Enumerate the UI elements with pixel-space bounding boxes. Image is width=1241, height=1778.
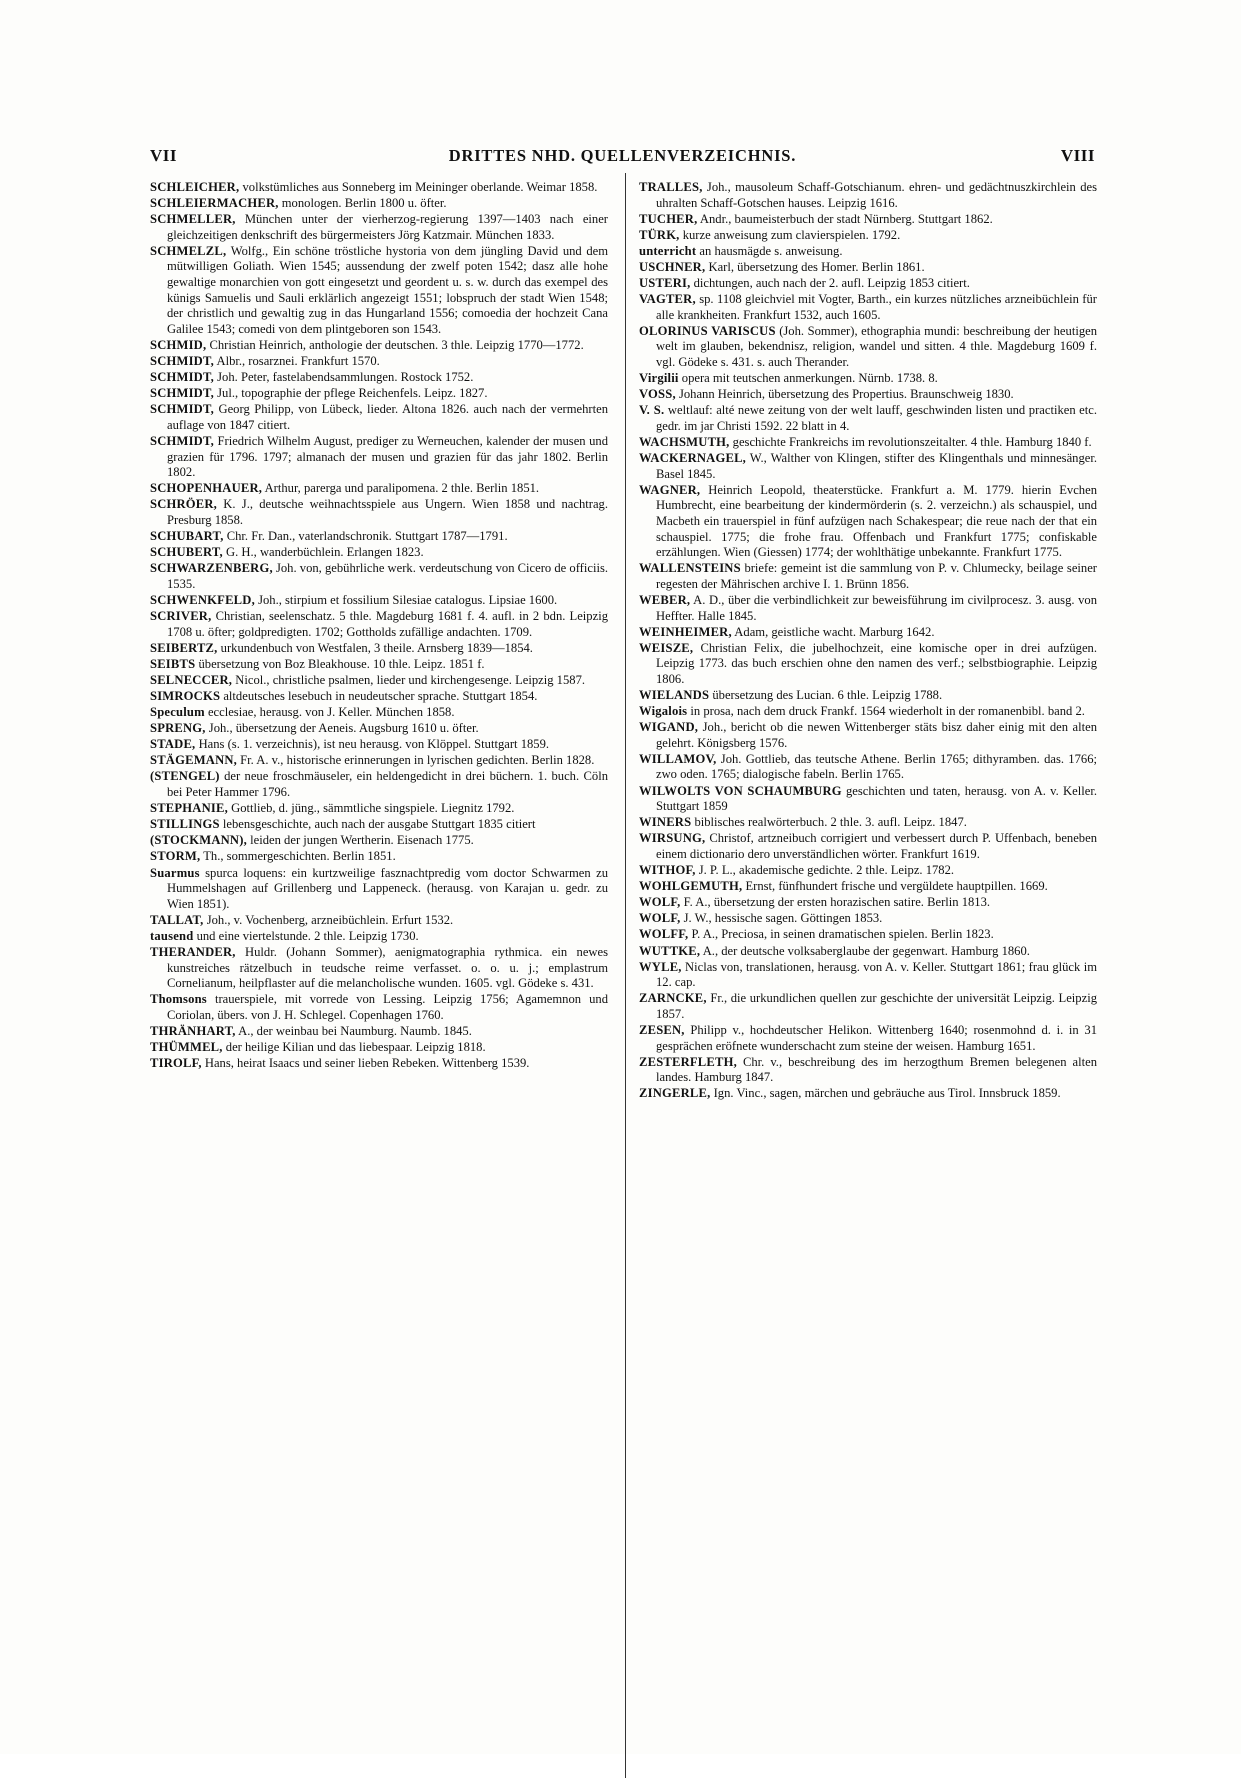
entry-text: briefe: gemeint ist die sammlung von P. v. Chlumecky, beilage seiner regesten der Mährischen archive I. 1. Brünn 1856. bbox=[656, 561, 1098, 591]
entry-heading: WIELANDS bbox=[639, 688, 710, 702]
bibliography-entry bbox=[639, 960, 1097, 991]
entry-heading: VOSS, bbox=[639, 387, 676, 402]
entry-heading: USTERI, bbox=[639, 276, 691, 291]
entry-text: weltlauf: alté newe zeitung von der welt lauff, geschwinden listen und practiken etc. gedr. im jar Christi 1592. 22 blatt in 4. bbox=[656, 403, 1098, 433]
entry-text: sp. 1108 gleichviel mit Vogter, Barth., ein kurzes nützliches arzneibüchlein für alle krankheiten. Frankfurt 1532, auch 1605. bbox=[656, 292, 1097, 322]
page-header bbox=[150, 146, 1095, 170]
entry-text: Joh. von, gebührliche werk. verdeutschung von Cicero de officiis. 1535. bbox=[167, 561, 609, 591]
entry-text: volkstümliches aus Sonneberg im Meininger oberlande. Weimar 1858. bbox=[242, 180, 598, 194]
entry-heading: THÜMMEL, bbox=[150, 1040, 223, 1055]
bibliography-entry bbox=[639, 784, 1097, 815]
bibliography-entry bbox=[150, 992, 608, 1023]
entry-text: Chr. v., beschreibung des im herzogthum Bremen belegenen alten landes. Hamburg 1847. bbox=[656, 1054, 1097, 1085]
bibliography-entry bbox=[639, 292, 1097, 323]
bibliography-entry bbox=[639, 704, 1097, 720]
entry-text: Nicol., christliche psalmen, lieder und kirchengesenge. Leipzig 1587. bbox=[235, 672, 586, 687]
entry-heading: Wigalois bbox=[639, 704, 688, 719]
entry-heading: Thomsons bbox=[150, 992, 207, 1007]
entry-heading: WACKERNAGEL, bbox=[639, 451, 747, 466]
entry-heading: ZARNCKE, bbox=[639, 991, 707, 1006]
entry-text: kurze anweisung zum clavierspielen. 1792. bbox=[682, 227, 901, 242]
entry-text: J. W., hessische sagen. Göttingen 1853. bbox=[683, 911, 883, 926]
entry-heading: ZINGERLE, bbox=[639, 1086, 711, 1101]
entry-heading: SCHMIDT, bbox=[150, 354, 214, 369]
bibliography-entry bbox=[639, 180, 1097, 211]
bibliography-entry bbox=[639, 228, 1097, 244]
entry-heading: Virgilii bbox=[639, 371, 679, 386]
bibliography-entry bbox=[150, 673, 608, 689]
entry-heading: SEIBTS bbox=[150, 656, 196, 671]
bibliography-entry bbox=[639, 879, 1097, 895]
entry-heading: WOLFF, bbox=[639, 927, 689, 942]
entry-heading: WACHSMUTH, bbox=[639, 435, 730, 449]
entry-text: und eine viertelstunde. 2 thle. Leipzig 1730. bbox=[196, 928, 419, 943]
entry-text: Fr. A. v., historische erinnerungen in lyrischen gedichten. Berlin 1828. bbox=[240, 753, 595, 768]
bibliography-entry bbox=[639, 260, 1097, 276]
entry-text: Niclas von, translationen, herausg. von A. v. Keller. Stuttgart 1861; frau glück im 12. cap. bbox=[656, 959, 1097, 990]
entry-heading: WILLAMOV, bbox=[639, 751, 717, 766]
bibliography-entry bbox=[639, 720, 1097, 751]
right-column bbox=[639, 180, 1097, 1102]
entry-text: Joh., bericht ob die newen Wittenberger stäts bisz daher einig mit den alten gelehrt. Königsberg 1576. bbox=[656, 720, 1097, 750]
bibliography-entry bbox=[150, 244, 608, 338]
entry-text: Wolfg., Ein schöne tröstliche hystoria von dem jüngling David und dem mütwilligen Goliath. Wien 1545; aussendung der zwelf poten 1542; dasz alle hohe gewaltige monarchien von gott eingesetzt und geordent u. s. w. durch das exempel des künigs Samuelis und Sauli erklärlich angezeigt 1551; lobspruch der stadt Wien 1548; der christlich und gewaltig zug in das Hungarland 1556; comoedia der hochzeit Cana Galilee 1543; comedi von dem plintgeboren son 1543. bbox=[167, 243, 608, 336]
entry-text: Th., sommergeschichten. Berlin 1851. bbox=[203, 849, 396, 864]
entry-heading: SCHMELZL, bbox=[150, 243, 227, 258]
entry-text: Johann Heinrich, übersetzung des Propertius. Braunschweig 1830. bbox=[678, 387, 1014, 402]
bibliography-entry bbox=[639, 1023, 1097, 1054]
entry-heading: WALLENSTEINS bbox=[639, 561, 741, 576]
entry-text: Philipp v., hochdeutscher Helikon. Wittenberg 1640; rosenmohnd d. i. in 31 gesprächen eröfnete wunderschacht zum steine der weisen. Hamburg 1651. bbox=[656, 1022, 1097, 1053]
entry-heading: SCHLEIERMACHER, bbox=[150, 196, 279, 211]
entry-text: Andr., baumeisterbuch der stadt Nürnberg. Stuttgart 1862. bbox=[699, 211, 993, 226]
entry-heading: WUTTKE, bbox=[639, 943, 701, 958]
bibliography-entry bbox=[639, 371, 1097, 387]
entry-heading: WIGAND, bbox=[639, 720, 699, 735]
bibliography-entry bbox=[639, 863, 1097, 879]
bibliography-entry bbox=[150, 593, 608, 609]
entry-heading: (STENGEL) bbox=[150, 769, 220, 784]
bibliography-entry bbox=[639, 387, 1097, 403]
entry-heading: SCHUBERT, bbox=[150, 545, 223, 560]
entry-heading: WEISZE, bbox=[639, 640, 694, 655]
bibliography-entry bbox=[639, 641, 1097, 688]
entry-text: leiden der jungen Wertherin. Eisenach 1775. bbox=[250, 833, 474, 848]
entry-heading: Suarmus bbox=[150, 865, 200, 880]
bibliography-entry bbox=[150, 817, 608, 833]
bibliography-entry bbox=[150, 402, 608, 433]
bibliography-entry bbox=[150, 196, 608, 212]
entry-text: Ernst, fünfhundert frische und vergüldete hauptpillen. 1669. bbox=[745, 879, 1048, 894]
bibliography-entry bbox=[639, 593, 1097, 624]
bibliography-entry bbox=[150, 641, 608, 657]
bibliography-entry bbox=[150, 753, 608, 769]
bibliography-entry bbox=[150, 721, 608, 737]
entry-text: Joh. Peter, fastelabendsammlungen. Rostock 1752. bbox=[217, 370, 474, 385]
left-column bbox=[150, 180, 608, 1072]
entry-text: Joh., stirpium et fossilium Silesiae catalogus. Lipsiae 1600. bbox=[258, 592, 558, 607]
bibliography-entry bbox=[639, 688, 1097, 704]
entry-heading: (STOCKMANN), bbox=[150, 833, 247, 848]
entry-text: Christof, artzneibuch corrigiert und verbessert durch P. Uffenbach, beneben einem dictionario dero unverständlichen wörter. Frankfurt 1619. bbox=[656, 831, 1097, 861]
bibliography-entry bbox=[150, 354, 608, 370]
bibliography-entry bbox=[639, 752, 1097, 783]
bibliography-entry bbox=[150, 833, 608, 849]
bibliography-entry bbox=[150, 561, 608, 592]
entry-heading: SCHWENKFELD, bbox=[150, 592, 255, 607]
bibliography-entry bbox=[150, 945, 608, 992]
entry-heading: Speculum bbox=[150, 705, 205, 720]
entry-text: Karl, übersetzung des Homer. Berlin 1861. bbox=[708, 259, 925, 274]
entry-heading: V. S. bbox=[639, 403, 665, 418]
bibliography-entry bbox=[639, 991, 1097, 1022]
entry-heading: STILLINGS bbox=[150, 817, 220, 832]
entry-text: Heinrich Leopold, theaterstücke. Frankfurt a. M. 1779. hierin Evchen Humbrecht, eine bearbeitung der kindermörderin (s. 2. verzeichn.) als schauspiel, und Macbeth ein trauerspiel in fünf aufzügen nach Schakespear; die reue nach der that ein schauspiel. 1775; die frohe frau. Offenbach und Frankfurt 1775; confiskable erzählungen. Wien (Giessen) 1774; der wohlthätige unbekannte. Frankfurt 1775. bbox=[656, 482, 1097, 560]
entry-text: P. A., Preciosa, in seinen dramatischen spielen. Berlin 1823. bbox=[691, 927, 994, 942]
entry-heading: SCHWARZENBERG, bbox=[150, 561, 273, 576]
entry-text: Christian, seelenschatz. 5 thle. Magdeburg 1681 f. 4. aufl. in 2 bdn. Leipzig 1708 u. öfter; goldpredigten. 1702; Gottholds zufällige andachten. 1709. bbox=[167, 609, 608, 639]
entry-text: Friedrich Wilhelm August, prediger zu Werneuchen, kalender der musen und grazien für 1796. 1797; almanach der musen und grazien für das jahr 1802. Berlin 1802. bbox=[167, 434, 608, 480]
bibliography-entry bbox=[150, 609, 608, 640]
bibliography-entry bbox=[639, 244, 1097, 260]
bibliography-entry bbox=[150, 434, 608, 481]
entry-heading: STADE, bbox=[150, 737, 196, 752]
bibliography-entry bbox=[639, 451, 1097, 482]
entry-heading: tausend bbox=[150, 928, 194, 943]
entry-text: der neue froschmäuseler, ein heldengedicht in drei büchern. 1. buch. Cöln bei Peter Hammer 1796. bbox=[167, 769, 608, 800]
entry-heading: SCRIVER, bbox=[150, 609, 212, 624]
entry-heading: WEINHEIMER, bbox=[639, 624, 732, 639]
entry-text: Albr., rosarznei. Frankfurt 1570. bbox=[216, 354, 380, 369]
entry-heading: THRÄNHART, bbox=[150, 1023, 236, 1038]
bibliography-entry bbox=[150, 545, 608, 561]
entry-heading: ZESTERFLETH, bbox=[639, 1054, 737, 1069]
bibliography-entry bbox=[150, 481, 608, 497]
entry-heading: WOLF, bbox=[639, 895, 681, 910]
entry-text: A., der deutsche volksaberglaube der gegenwart. Hamburg 1860. bbox=[702, 943, 1030, 958]
bibliography-entry bbox=[639, 403, 1097, 434]
entry-text: Joh., v. Vochenberg, arzneibüchlein. Erfurt 1532. bbox=[206, 912, 454, 927]
entry-heading: USCHNER, bbox=[639, 259, 706, 274]
entry-heading: SCHMELLER, bbox=[150, 212, 236, 227]
entry-text: Hans (s. 1. verzeichnis), ist neu herausg. von Klöppel. Stuttgart 1859. bbox=[198, 737, 550, 752]
entry-heading: WOHLGEMUTH, bbox=[639, 879, 743, 894]
bibliography-entry bbox=[639, 561, 1097, 592]
entry-text: Joh., übersetzung der Aeneis. Augsburg 1610 u. öfter. bbox=[208, 721, 479, 736]
bibliography-entry bbox=[639, 927, 1097, 943]
bibliography-entry bbox=[639, 1055, 1097, 1086]
entry-text: G. H., wanderbüchlein. Erlangen 1823. bbox=[226, 545, 424, 560]
entry-text: Fr., die urkundlichen quellen zur geschichte der universität Leipzig. Leipzig 1857. bbox=[656, 991, 1097, 1021]
entry-heading: WIRSUNG, bbox=[639, 831, 706, 846]
page-number-left: VII bbox=[150, 146, 178, 165]
bibliography-entry bbox=[639, 212, 1097, 228]
entry-heading: SCHMID, bbox=[150, 337, 207, 352]
entry-text: München unter der vierherzog-regierung 1397—1403 nach einer gleichzeitigen denkschrift des bürgermeisters Jörg Katzmair. München 1833. bbox=[167, 212, 608, 242]
entry-text: der heilige Kilian und das liebespaar. Leipzig 1818. bbox=[225, 1040, 486, 1055]
entry-text: Adam, geistliche wacht. Marburg 1642. bbox=[734, 624, 935, 639]
entry-text: lebensgeschichte, auch nach der ausgabe Stuttgart 1835 citiert bbox=[222, 817, 536, 832]
entry-text: Huldr. (Johann Sommer), aenigmatographia rythmica. ein newes kunstreiches rätzelbuch in teudsche reime verfasset. o. o. u. j.; emplastrum Cornelianum, heilpflaster auf die melancholische wunden. 1605. vgl. Gödeke s. 431. bbox=[167, 945, 608, 991]
entry-text: K. J., deutsche weihnachtsspiele aus Ungern. Wien 1858 und nachtrag. Presburg 1858. bbox=[167, 497, 608, 527]
bibliography-entry bbox=[150, 705, 608, 721]
bibliography-entry bbox=[150, 386, 608, 402]
bibliography-entry bbox=[150, 1056, 608, 1072]
entry-heading: TUCHER, bbox=[639, 211, 698, 226]
entry-text: an hausmägde s. anweisung. bbox=[699, 243, 843, 258]
bibliography-entry bbox=[639, 944, 1097, 960]
entry-text: F. A., übersetzung der ersten horazischen satire. Berlin 1813. bbox=[683, 895, 991, 910]
entry-text: W., Walther von Klingen, stifter des Klingenthals und minnesänger. Basel 1845. bbox=[656, 451, 1097, 481]
entry-heading: unterricht bbox=[639, 243, 697, 258]
bibliography-entry bbox=[639, 895, 1097, 911]
entry-heading: SCHMIDT, bbox=[150, 386, 214, 401]
bibliography-entry bbox=[150, 180, 608, 196]
entry-text: Georg Philipp, von Lübeck, lieder. Altona 1826. auch nach der vermehrten auflage von 1847 citiert. bbox=[167, 402, 609, 432]
entry-text: Joh. Gottlieb, das teutsche Athene. Berlin 1765; dithyramben. das. 1766; zwo oden. 1765; dialogische fabeln. Berlin 1765. bbox=[656, 751, 1097, 782]
entry-text: Gottlieb, d. jüng., sämmtliche singspiele. Liegnitz 1792. bbox=[231, 801, 515, 816]
bibliography-entry bbox=[639, 324, 1097, 371]
entry-heading: TÜRK, bbox=[639, 227, 680, 242]
entry-heading: SCHMIDT, bbox=[150, 434, 214, 448]
bibliography-entry bbox=[150, 338, 608, 354]
entry-text: geschichten und taten, herausg. von A. v. Keller. Stuttgart 1859 bbox=[656, 783, 1097, 814]
entry-text: übersetzung des Lucian. 6 thle. Leipzig 1788. bbox=[712, 688, 943, 702]
entry-text: übersetzung von Boz Bleakhouse. 10 thle. Leipz. 1851 f. bbox=[198, 656, 485, 671]
entry-text: Christian Heinrich, anthologie der deutschen. 3 thle. Leipzig 1770—1772. bbox=[209, 337, 584, 352]
bibliography-entry bbox=[150, 866, 608, 913]
entry-heading: SCHMIDT, bbox=[150, 370, 214, 385]
bibliography-entry bbox=[639, 831, 1097, 862]
entry-heading: SCHOPENHAUER, bbox=[150, 481, 263, 496]
entry-text: Hans, heirat Isaacs und seiner lieben Rebeken. Wittenberg 1539. bbox=[204, 1056, 530, 1071]
entry-heading: SELNECCER, bbox=[150, 672, 233, 687]
page-number-right: VIII bbox=[1060, 146, 1095, 165]
bibliography-entry bbox=[150, 689, 608, 705]
entry-heading: STÄGEMANN, bbox=[150, 753, 238, 768]
bibliography-entry bbox=[150, 370, 608, 386]
entry-text: opera mit teutschen anmerkungen. Nürnb. 1738. 8. bbox=[681, 371, 938, 386]
entry-heading: SCHMIDT, bbox=[150, 402, 214, 417]
entry-heading: SCHRÖER, bbox=[150, 497, 218, 512]
bibliography-entry bbox=[150, 1040, 608, 1056]
bibliography-entry bbox=[639, 435, 1097, 451]
entry-text: altdeutsches lesebuch in neudeutscher sprache. Stuttgart 1854. bbox=[223, 689, 538, 703]
entry-text: monologen. Berlin 1800 u. öfter. bbox=[281, 196, 447, 211]
entry-text: Ign. Vinc., sagen, märchen und gebräuche aus Tirol. Innsbruck 1859. bbox=[713, 1086, 1061, 1101]
bibliography-entry bbox=[150, 769, 608, 800]
entry-heading: WYLE, bbox=[639, 959, 682, 974]
bibliography-entry bbox=[639, 1086, 1097, 1102]
entry-heading: WAGNER, bbox=[639, 482, 701, 497]
entry-heading: SIMROCKS bbox=[150, 689, 221, 703]
entry-text: dichtungen, auch nach der 2. aufl. Leipzig 1853 citiert. bbox=[693, 276, 970, 291]
entry-text: biblisches realwörterbuch. 2 thle. 3. aufl. Leipz. 1847. bbox=[694, 815, 967, 830]
bibliography-entry bbox=[150, 913, 608, 929]
bibliography-entry bbox=[639, 815, 1097, 831]
entry-heading: WITHOF, bbox=[639, 863, 696, 878]
bibliography-entry bbox=[639, 276, 1097, 292]
entry-heading: SPRENG, bbox=[150, 721, 206, 736]
bibliography-entry bbox=[150, 801, 608, 817]
entry-text: A., der weinbau bei Naumburg. Naumb. 1845. bbox=[238, 1023, 472, 1038]
entry-heading: THERANDER, bbox=[150, 945, 236, 959]
entry-text: A. D., über die verbindlichkeit zur beweisführung im civilprocesz. 3. ausg. von Heffter. Halle 1845. bbox=[656, 592, 1097, 623]
entry-text: Christian Felix, die jubelhochzeit, eine komische oper in drei aufzügen. Leipzig 1773. das buch erschien ohne den namen des verf.; selbstbiographie. Leipzig 1806. bbox=[656, 640, 1097, 686]
entry-text: Jul., topographie der pflege Reichenfels. Leipz. 1827. bbox=[217, 386, 488, 401]
bibliography-entry bbox=[150, 929, 608, 945]
entry-text: geschichte Frankreichs im revolutionszeitalter. 4 thle. Hamburg 1840 f. bbox=[732, 435, 1092, 449]
entry-text: Chr. Fr. Dan., vaterlandschronik. Stuttgart 1787—1791. bbox=[226, 529, 508, 544]
entry-heading: STEPHANIE, bbox=[150, 801, 228, 816]
entry-text: (Joh. Sommer), ethographia mundi: beschreibung der heutigen welt im glauben, bekendnisz, religion, wandel und sitten. 4 thle. Magdeburg 1609 f. vgl. Gödeke s. 431. s. auch Therander. bbox=[656, 323, 1097, 370]
entry-heading: VAGTER, bbox=[639, 292, 696, 307]
entry-heading: WOLF, bbox=[639, 911, 681, 926]
bibliography-entry bbox=[639, 625, 1097, 641]
bibliography-entry bbox=[150, 497, 608, 528]
entry-heading: WILWOLTS VON SCHAUMBURG bbox=[639, 783, 842, 798]
entry-text: trauerspiele, mit vorrede von Lessing. Leipzig 1756; Agamemnon und Coriolan, übers. von J. H. Schlegel. Copenhagen 1760. bbox=[167, 992, 608, 1022]
entry-heading: SEIBERTZ, bbox=[150, 640, 218, 655]
column-divider bbox=[625, 173, 626, 1778]
entry-text: spurca loquens: ein kurtzweilige fasznachtpredig vom doctor Schwarmen zu Hummelshagen auf Grillenberg und Lappeneck. (herausg. von Karajan u. gedr. zu Wien 1851). bbox=[167, 865, 608, 911]
bibliography-entry bbox=[150, 1024, 608, 1040]
entry-text: J. P. L., akademische gedichte. 2 thle. Leipz. 1782. bbox=[698, 863, 955, 878]
entry-text: Arthur, parerga und paralipomena. 2 thle. Berlin 1851. bbox=[264, 481, 540, 496]
entry-heading: SCHUBART, bbox=[150, 529, 224, 544]
bibliography-entry bbox=[150, 849, 608, 865]
entry-text: Joh., mausoleum Schaff-Gotschianum. ehren- und gedächtnuszkirchlein des uhralten Schaff-Gotschen hauses. Leipzig 1616. bbox=[656, 180, 1097, 210]
entry-text: urkundenbuch von Westfalen, 3 theile. Arnsberg 1839—1854. bbox=[220, 640, 533, 655]
entry-heading: SCHLEICHER, bbox=[150, 180, 240, 194]
entry-text: in prosa, nach dem druck Frankf. 1564 wiederholt in der romanenbibl. band 2. bbox=[690, 704, 1085, 719]
page-title: DRITTES NHD. QUELLENVERZEICHNIS. bbox=[448, 146, 797, 165]
bibliography-entry bbox=[150, 212, 608, 243]
entry-heading: WINERS bbox=[639, 815, 692, 830]
bibliography-entry bbox=[150, 529, 608, 545]
bibliography-entry bbox=[639, 483, 1097, 561]
entry-heading: TRALLES, bbox=[639, 180, 703, 194]
entry-heading: ZESEN, bbox=[639, 1022, 685, 1037]
entry-heading: OLORINUS VARISCUS bbox=[639, 323, 776, 338]
entry-heading: WEBER, bbox=[639, 592, 691, 607]
entry-heading: TALLAT, bbox=[150, 912, 204, 927]
entry-heading: TIROLF, bbox=[150, 1056, 202, 1071]
bibliography-entry bbox=[150, 657, 608, 673]
entry-text: ecclesiae, herausg. von J. Keller. München 1858. bbox=[207, 705, 455, 720]
bibliography-entry bbox=[639, 911, 1097, 927]
entry-heading: STORM, bbox=[150, 849, 201, 864]
bibliography-entry bbox=[150, 737, 608, 753]
